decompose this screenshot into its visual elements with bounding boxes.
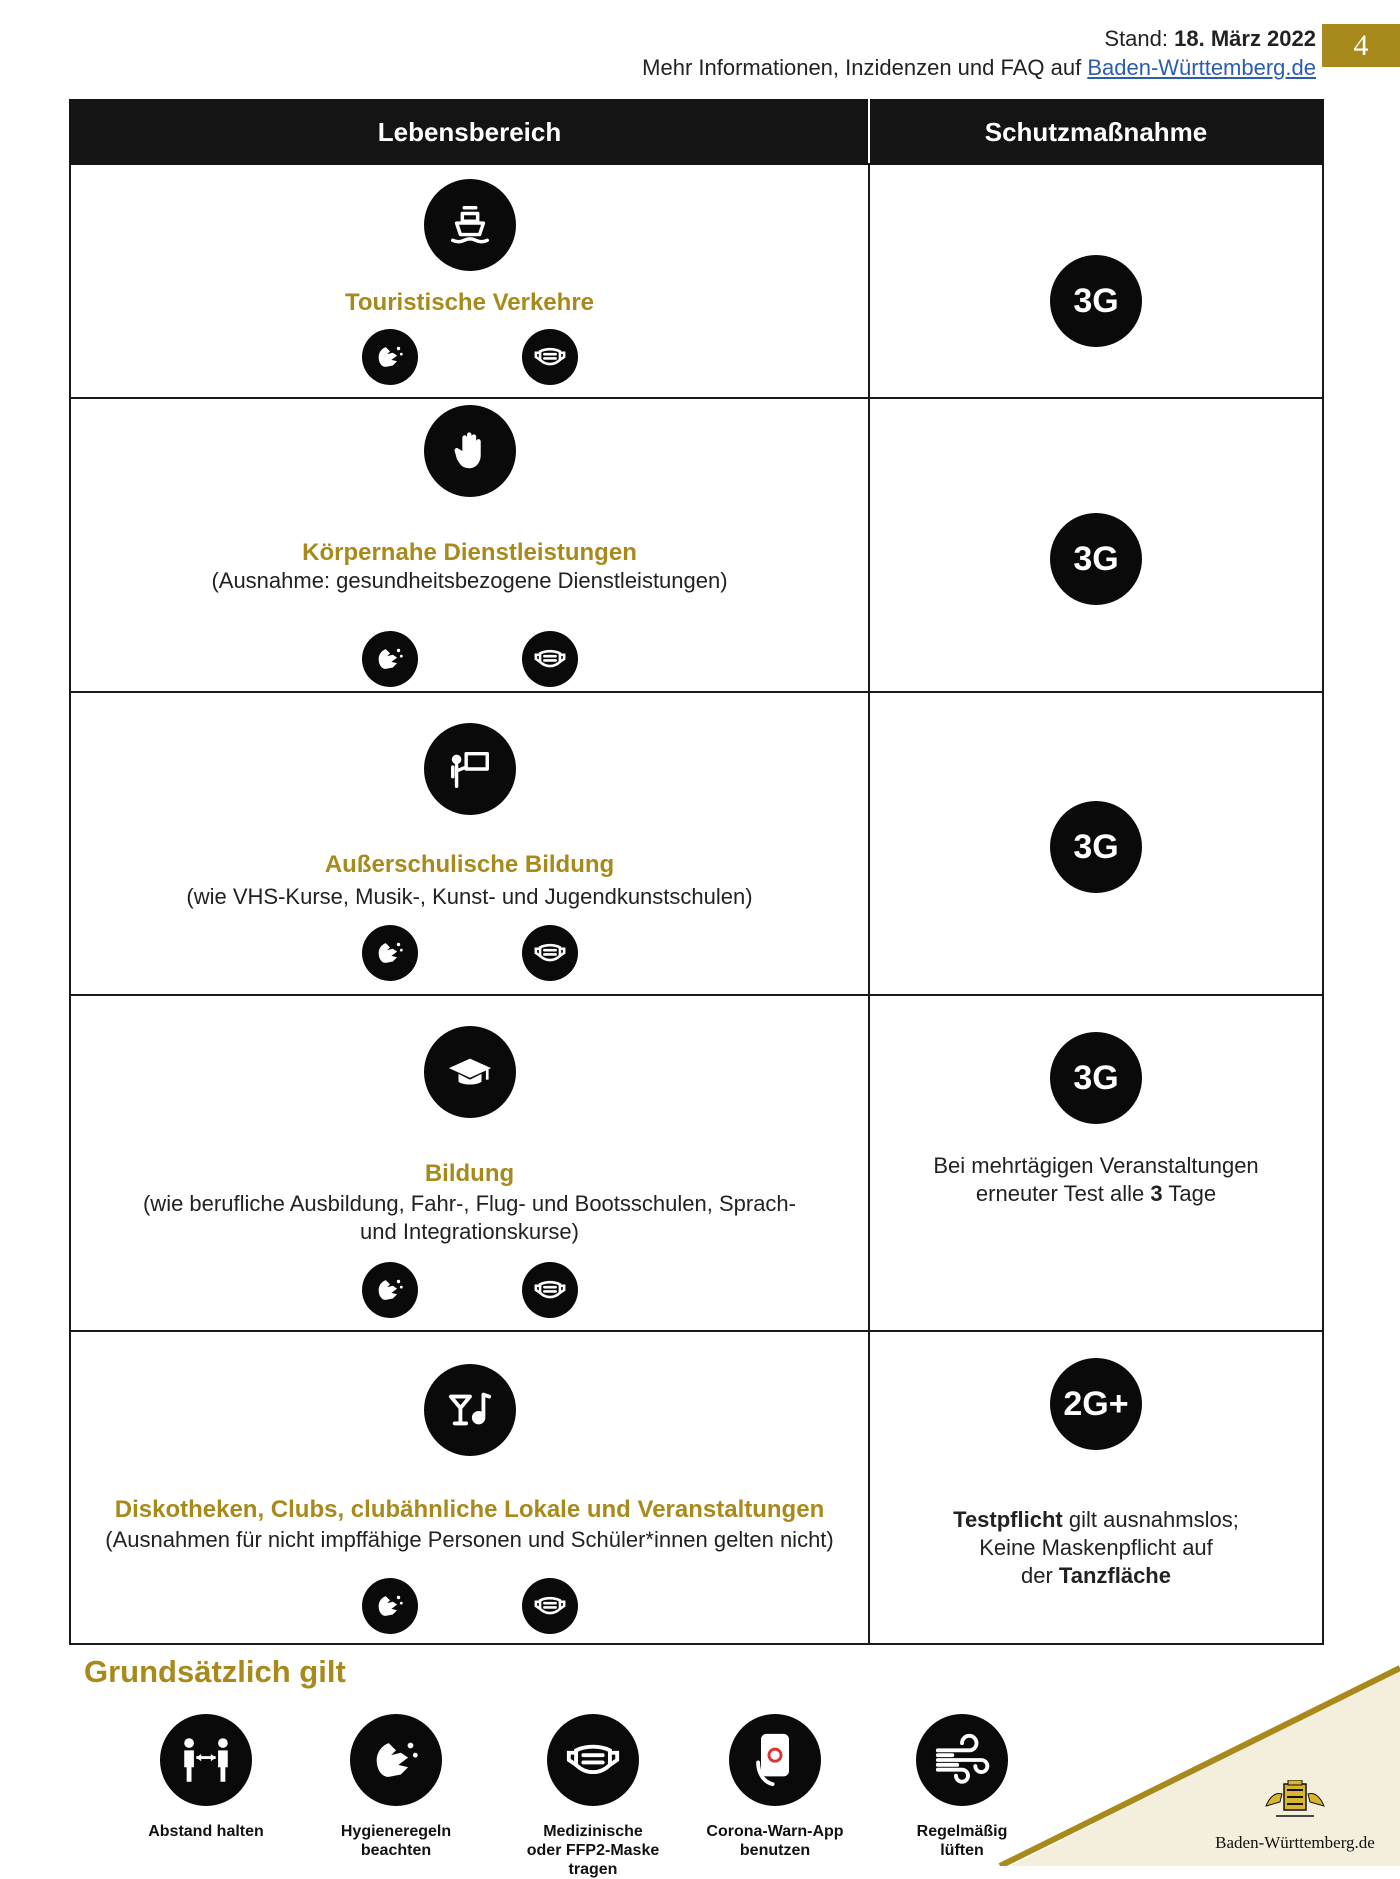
hand-washing-icon bbox=[362, 925, 418, 981]
label-line: Corona-Warn-App bbox=[706, 1823, 844, 1840]
table-row bbox=[70, 164, 1323, 398]
mask-icon bbox=[522, 631, 578, 687]
note-text: Tage bbox=[1168, 1181, 1217, 1206]
rule-item bbox=[126, 1714, 286, 1841]
label-line: beachten bbox=[360, 1842, 432, 1859]
column-header-lebensbereich: Lebensbereich bbox=[70, 100, 869, 164]
note-line: Keine Maskenpflicht auf bbox=[979, 1535, 1213, 1560]
rule-label bbox=[695, 1822, 855, 1860]
table-row bbox=[70, 692, 1323, 995]
note-text: gilt ausnahmslos; bbox=[1068, 1507, 1239, 1532]
area-subtitle: (Ausnahme: gesundheitsbezogene Dienstleistungen) bbox=[211, 568, 728, 593]
rule-item bbox=[316, 1714, 476, 1860]
hand-icon bbox=[424, 405, 516, 497]
measure-note bbox=[870, 1506, 1322, 1590]
rule-item bbox=[695, 1714, 855, 1860]
rule-icons bbox=[71, 1578, 868, 1634]
hand-washing-icon bbox=[362, 1578, 418, 1634]
note-bold: Tanzfläche bbox=[1058, 1563, 1171, 1588]
ship-icon bbox=[424, 179, 516, 271]
area-subtitle: (Ausnahmen für nicht impffähige Personen und Schüler*innen gelten nicht) bbox=[105, 1527, 834, 1552]
stand-label: Stand: bbox=[1104, 26, 1168, 51]
info-link[interactable]: Baden-Württemberg.de bbox=[1087, 55, 1316, 80]
table-row bbox=[70, 1331, 1323, 1644]
rule-label bbox=[513, 1822, 673, 1879]
label-line: benutzen bbox=[739, 1842, 811, 1859]
note-line: Bei mehrtägigen Veranstaltungen bbox=[933, 1153, 1259, 1178]
mask-icon bbox=[522, 329, 578, 385]
rule-badge: 3G bbox=[1050, 255, 1142, 347]
header bbox=[642, 24, 1316, 82]
bw-logo[interactable] bbox=[1205, 1780, 1385, 1853]
phone-app-icon bbox=[729, 1714, 821, 1806]
measure-cell bbox=[869, 398, 1323, 692]
area-cell bbox=[70, 995, 869, 1331]
area-cell bbox=[70, 164, 869, 398]
label-line: tragen bbox=[568, 1861, 618, 1878]
teacher-board-icon bbox=[424, 723, 516, 815]
graduation-cap-icon bbox=[424, 1026, 516, 1118]
mask-icon bbox=[522, 1578, 578, 1634]
rule-badge: 2G+ bbox=[1050, 1358, 1142, 1450]
area-cell bbox=[70, 692, 869, 995]
rule-icons bbox=[71, 631, 868, 687]
note-line bbox=[870, 1506, 1322, 1534]
cocktail-music-icon bbox=[424, 1364, 516, 1456]
area-cell bbox=[70, 1331, 869, 1644]
rule-icons bbox=[71, 925, 868, 981]
label-line: oder FFP2-Maske bbox=[526, 1842, 660, 1859]
table-row bbox=[70, 398, 1323, 692]
area-subtitle: (wie VHS-Kurse, Musik-, Kunst- und Jugendkunstschulen) bbox=[186, 884, 753, 909]
note-text: der bbox=[1021, 1563, 1053, 1588]
logo-text: Baden-Württemberg.de bbox=[1215, 1833, 1375, 1852]
hand-washing-icon bbox=[362, 329, 418, 385]
note-line bbox=[870, 1180, 1322, 1208]
label-line: Abstand halten bbox=[148, 1823, 264, 1840]
area-title: Touristische Verkehre bbox=[345, 289, 594, 316]
rule-badge: 3G bbox=[1050, 1032, 1142, 1124]
label-line: lüften bbox=[940, 1842, 984, 1859]
note-bold: Testpflicht bbox=[953, 1507, 1063, 1532]
coat-of-arms-icon bbox=[1260, 1780, 1330, 1826]
hand-washing-icon bbox=[362, 631, 418, 687]
rule-badge: 3G bbox=[1050, 513, 1142, 605]
area-title: Außerschulische Bildung bbox=[324, 851, 615, 878]
rule-label bbox=[316, 1822, 476, 1860]
mask-icon bbox=[522, 1262, 578, 1318]
rule-icons bbox=[71, 329, 868, 385]
label-line: Regelmäßig bbox=[916, 1823, 1008, 1840]
rule-item bbox=[513, 1714, 673, 1879]
mask-icon bbox=[547, 1714, 639, 1806]
note-text: erneuter Test alle bbox=[975, 1181, 1145, 1206]
table-header-row bbox=[70, 100, 1323, 164]
table-row bbox=[70, 995, 1323, 1331]
label-line: Medizinische bbox=[543, 1823, 643, 1840]
rule-icons bbox=[71, 1262, 868, 1318]
measure-cell bbox=[869, 1331, 1323, 1644]
distance-icon bbox=[160, 1714, 252, 1806]
note-number: 3 bbox=[1150, 1181, 1163, 1206]
area-title: Diskotheken, Clubs, clubähnliche Lokale und Veranstaltungen bbox=[114, 1496, 825, 1523]
area-title: Bildung bbox=[424, 1160, 515, 1187]
info-text: Mehr Informationen, Inzidenzen und FAQ auf bbox=[642, 55, 1082, 80]
label-line: Hygieneregeln bbox=[340, 1823, 452, 1840]
area-cell bbox=[70, 398, 869, 692]
stand-date: 18. März 2022 bbox=[1174, 26, 1316, 51]
info-line bbox=[642, 53, 1316, 82]
hand-washing-icon bbox=[350, 1714, 442, 1806]
rule-label bbox=[126, 1822, 286, 1841]
measure-cell bbox=[869, 995, 1323, 1331]
section-title: Grundsätzlich gilt bbox=[84, 1654, 346, 1689]
rules-table bbox=[69, 99, 1324, 1645]
note-line bbox=[870, 1562, 1322, 1590]
measure-note bbox=[870, 1152, 1322, 1208]
area-title: Körpernahe Dienstleistungen bbox=[302, 539, 637, 566]
rule-badge: 3G bbox=[1050, 801, 1142, 893]
measure-cell bbox=[869, 164, 1323, 398]
column-header-schutzmassnahme: Schutzmaßnahme bbox=[869, 100, 1323, 164]
mask-icon bbox=[522, 925, 578, 981]
page-number: 4 bbox=[1322, 24, 1400, 67]
measure-cell bbox=[869, 692, 1323, 995]
stand-line bbox=[642, 24, 1316, 53]
hand-washing-icon bbox=[362, 1262, 418, 1318]
area-subtitle: (wie berufliche Ausbildung, Fahr-, Flug- und Bootsschulen, Sprach- und Integrationskurse) bbox=[142, 1191, 796, 1244]
